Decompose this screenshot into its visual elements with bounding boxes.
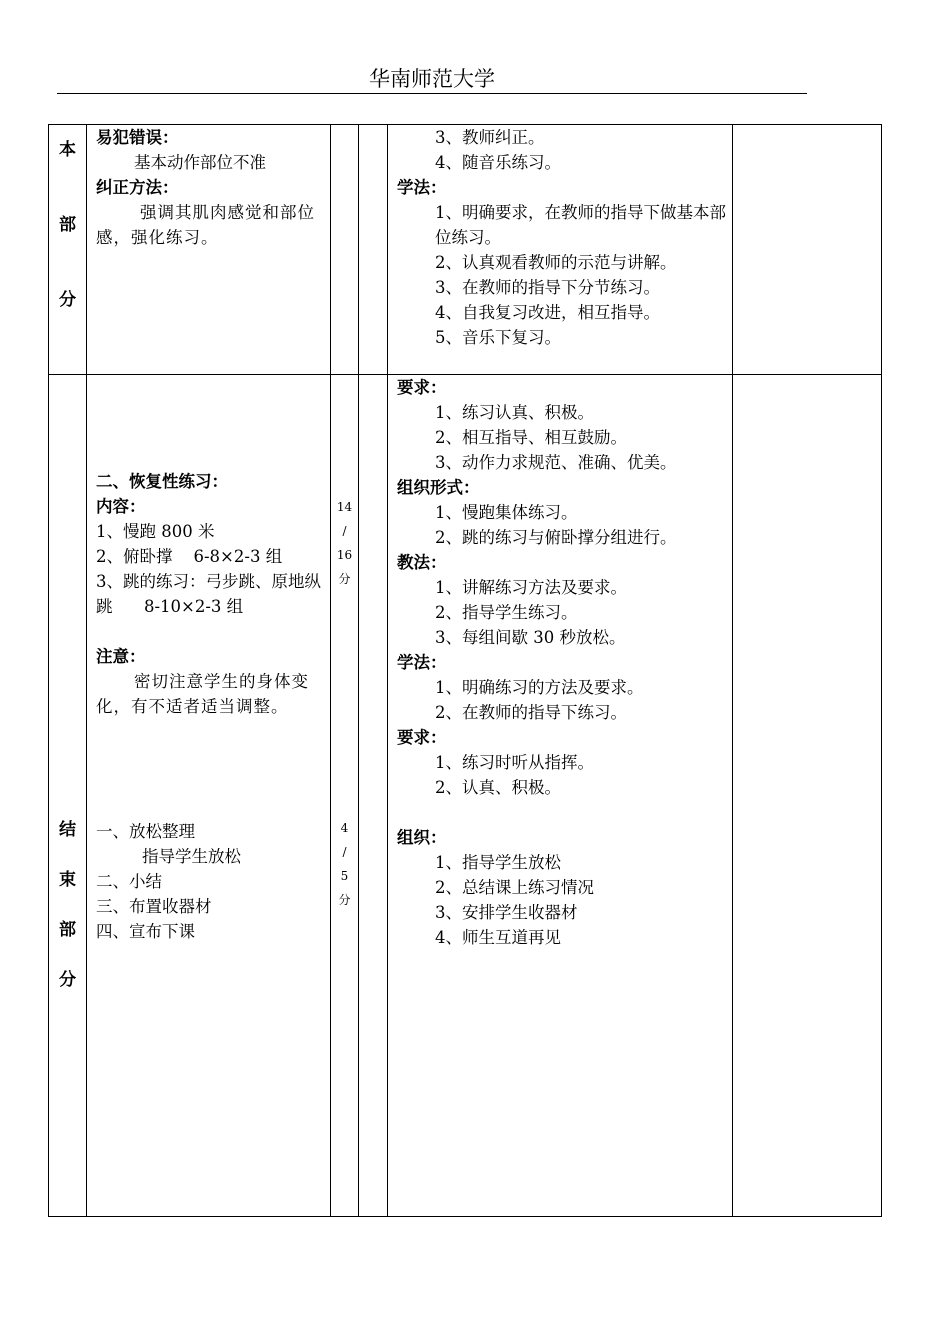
notes-cell-main (733, 125, 882, 375)
method-line: 3、教师纠正。 (435, 128, 545, 147)
study-item: 1、明确练习的方法及要求。 (435, 678, 644, 697)
time-text: 16 (336, 548, 353, 562)
time-text: 5 (340, 869, 349, 883)
organization-item: 2、跳的练习与俯卧撑分组进行。 (435, 528, 677, 547)
organization-item: 1、慢跑集体练习。 (435, 503, 578, 522)
organization-item: 4、师生互道再见 (435, 928, 561, 947)
study-heading: 学法： (397, 178, 447, 197)
section-label-main: 本 部 分 (49, 125, 87, 375)
content-item: 1、慢跑 800 米 (96, 522, 215, 541)
study-item: 2、在教师的指导下练习。 (435, 703, 627, 722)
content-item: 3、跳的练习：弓步跳、原地纵跳 8-10×2-3 组 (96, 572, 321, 616)
requirements-heading: 要求： (397, 378, 447, 397)
content-heading: 内容： (96, 497, 146, 516)
requirement-item: 2、认真、积极。 (435, 778, 561, 797)
organization-heading: 组织形式： (397, 478, 480, 497)
organization-item: 1、指导学生放松 (435, 853, 561, 872)
teaching-item: 3、每组间歇 30 秒放松。 (435, 628, 626, 647)
ending-item: 三、布置收器材 (96, 897, 212, 916)
organization-item: 2、总结课上练习情况 (435, 878, 594, 897)
study-item: 5、音乐下复习。 (435, 328, 561, 347)
recovery-heading: 二、恢复性练习： (96, 472, 228, 491)
teaching-item: 1、讲解练习方法及要求。 (435, 578, 627, 597)
ending-item: 指导学生放松 (142, 847, 241, 866)
notes-cell-ending (733, 375, 882, 1217)
section-label-ending: 结 束 部 分 (49, 375, 87, 1217)
study-item: 1、明确要求，在教师的指导下做基本部位练习。 (435, 203, 726, 247)
teaching-heading: 教法： (397, 553, 447, 572)
requirements-heading-2: 要求： (397, 728, 447, 747)
header-rule (57, 93, 807, 94)
study-item: 2、认真观看教师的示范与讲解。 (435, 253, 677, 272)
ending-item: 二、小结 (96, 872, 162, 891)
content-item: 2、俯卧撑 6-8×2-3 组 (96, 547, 283, 566)
errors-text: 基本动作部位不准 (134, 153, 266, 172)
note-text: 密切注意学生的身体变化，有不适者适当调整。 (96, 672, 309, 716)
time-text: / (342, 845, 347, 859)
table-row (49, 125, 882, 375)
fix-text: 强调其肌肉感觉和部位感，强化练习。 (96, 203, 315, 247)
time-text: 分 (338, 893, 351, 907)
errors-heading: 易犯错误： (96, 128, 179, 147)
requirement-item: 3、动作力求规范、准确、优美。 (435, 453, 677, 472)
time-text: 分 (338, 572, 351, 586)
study-item: 3、在教师的指导下分节练习。 (435, 278, 660, 297)
teaching-item: 2、指导学生练习。 (435, 603, 578, 622)
time-text: / (342, 524, 347, 538)
methods-cell-main (388, 125, 733, 375)
table-row (49, 375, 882, 1217)
method-line: 4、随音乐练习。 (435, 153, 561, 172)
organization-heading-2: 组织： (397, 828, 447, 847)
time-cell-main (331, 125, 359, 375)
blank-cell-main (359, 125, 388, 375)
study-heading: 学法： (397, 653, 447, 672)
content-cell-ending (87, 375, 331, 1217)
study-item: 4、自我复习改进，相互指导。 (435, 303, 660, 322)
requirement-item: 1、练习时听从指挥。 (435, 753, 594, 772)
page-header-title: 华南师范大学 (369, 67, 495, 91)
time-cell-ending (331, 375, 359, 1217)
blank-cell-ending (359, 375, 388, 1217)
organization-item: 3、安排学生收器材 (435, 903, 578, 922)
methods-cell-ending (388, 375, 733, 1217)
content-cell-main (87, 125, 331, 375)
ending-item: 四、宣布下课 (96, 922, 195, 941)
time-text: 4 (340, 821, 349, 835)
ending-item: 一、放松整理 (96, 822, 195, 841)
requirement-item: 2、相互指导、相互鼓励。 (435, 428, 627, 447)
lesson-plan-table (48, 124, 882, 1217)
time-text: 14 (336, 500, 353, 514)
requirement-item: 1、练习认真、积极。 (435, 403, 594, 422)
fix-heading: 纠正方法： (96, 178, 179, 197)
note-heading: 注意： (96, 647, 146, 666)
